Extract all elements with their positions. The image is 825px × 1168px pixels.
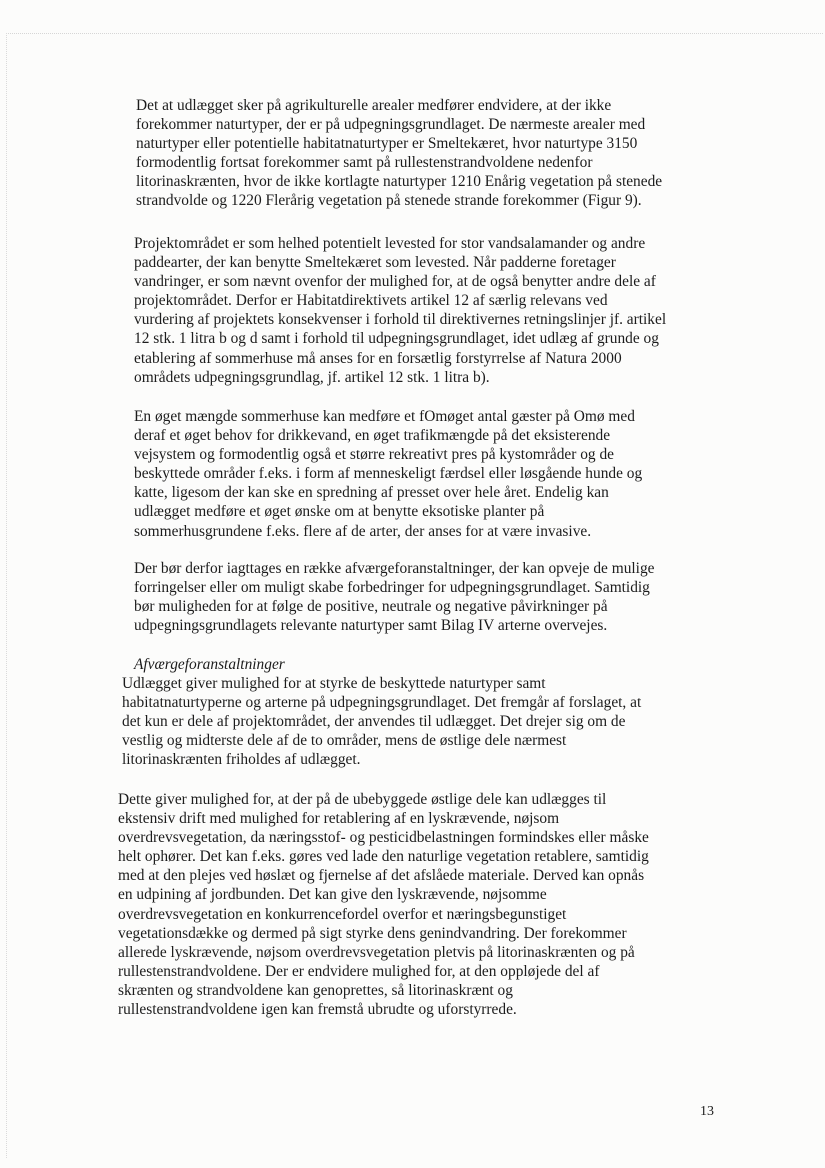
paragraph-extensive-management: Dette giver mulighed for, at der på de ubebyggede østlige dele kan udlægges til ekstensiv drift med mulighed for retablering af en lyskrævende, nøjsom overdrevsvegetation, da næringsstof- og pesticidbelastningen formindskes eller måske helt ophører. Det kan f.eks. gøres ved lade den naturlige vegetation retablere, samtidig med at den plejes ved høslæt og fjernelse af det afslåede materiale. Derved kan opnås en udpining af jordbunden. Det kan give den lyskrævende, nøjsomme overdrevsvegetation en konkurrencefordel overfor et næringsbegunstiget vegetationsdække og dermed på sigt styrke dens genindvandring. Der forekommer allerede lyskrævende, nøjsom overdrevsvegetation pletvis på litorinaskrænten og på rullestenstrandvoldene. Der er endvidere mulighed for, at den oppløjede del af skrænten og strandvoldene kan genoprettes, så litorinaskrænt og rullestenstrandvoldene igen kan fremstå ubrudte og uforstyrrede. (118, 791, 649, 1019)
paragraph-mitigation-intro: Der bør derfor iagttages en række afværgeforanstaltninger, der kan opveje de mulige forringelser eller om muligt skabe forbedringer for udpegningsgrundlaget. Samtidig bør muligheden for at følge de positive, neutrale og negative påvirkninger på udpegningsgrundlagets relevante naturtyper samt Bilag IV arterne overvejes. (134, 560, 655, 635)
paragraph-layout-opportunity: Udlægget giver mulighed for at styrke de beskyttede naturtyper samt habitatnaturtyperne og arterne på udpegningsgrundlaget. Det fremgår af forslaget, at det kun er dele af projektområdet, der anvendes til udlægget. Det drejer sig om de vestlig og midterste dele af de to områder, mens de østlige dele nærmest litorinaskrænten friholdes af udlægget. (122, 675, 642, 769)
page-number: 13 (700, 1104, 714, 1119)
paragraph-summerhouse-pressure: En øget mængde sommerhuse kan medføre et fOmøget antal gæster på Omø med deraf et øget behov for drikkevand, en øget trafikmængde på det eksisterende vejsystem og formodentlig også et større rekreativt pres på kystområder og de beskyttede områder f.eks. i form af menneskeligt færdsel eller løsgående hunde og katte, ligesom der kan ske en spredning af presset over hele året. Endelig kan udlægget medføre et øget ønske om at benytte eksotiske planter på sommerhusgrundene f.eks. flere af de arter, der anses for at være invasive. (134, 408, 643, 540)
section-heading-mitigation: Afværgeforanstaltninger (134, 656, 285, 673)
paragraph-amphibians: Projektområdet er som helhed potentielt levested for stor vandsalamander og andre paddearter, der kan benytte Smeltekæret som levested. Når padderne foretager vandringer, er som nævnt ovenfor der mulighed for, at de også benytter andre dele af projektområdet. Derfor er Habitatdirektivets artikel 12 af særlig relevans ved vurdering af projektets konsekvenser i forhold til direktivernes retningslinjer jf. artikel 12 stk. 1 litra b og d samt i forhold til udpegningsgrundlaget, idet udlæg af grunde og etablering af sommerhuse må anses for en forsætlig forstyrrelse af Natura 2000 områdets udpegningsgrundlag, jf. artikel 12 stk. 1 litra b). (134, 235, 667, 386)
scan-border-left (6, 33, 7, 1158)
scan-border-top (6, 33, 823, 34)
paragraph-natural-habitats: Det at udlægget sker på agrikulturelle arealer medfører endvidere, at der ikke forekommer naturtyper, der er på udpegningsgrundlaget. De nærmeste arealer med naturtyper eller potentielle habitatnaturtyper er Smeltekæret, hvor naturtype 3150 formodentlig fortsat forekommer samt på rullestenstrandvoldene nedenfor litorinaskrænten, hvor de ikke kortlagte naturtyper 1210 Enårig vegetation på stenede strandvolde og 1220 Flerårig vegetation på stenede strande forekommer (Figur 9). (136, 97, 663, 210)
